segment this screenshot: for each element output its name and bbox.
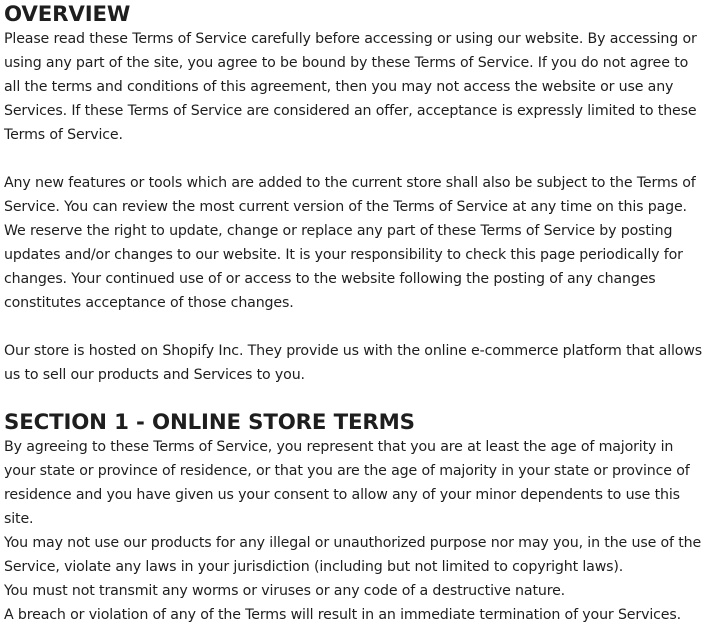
section-1-paragraph: You may not use our products for any illegal or unauthorized purpose nor may you, in the use of the Service, violate any laws in your jurisdiction (including but not limited to copyright laws). xyxy=(4,535,702,575)
paragraph-spacer xyxy=(4,315,702,339)
paragraph-spacer xyxy=(4,147,702,171)
section-1-paragraph: By agreeing to these Terms of Service, you represent that you are at least the age of majority in your state or province of residence, or that you are the age of majority in your state or province of residence and you have given us your consent to allow any of your minor dependents to use this site. xyxy=(4,439,690,527)
overview-paragraph: Our store is hosted on Shopify Inc. They provide us with the online e-commerce platform that allows us to sell our products and Services to you. xyxy=(4,343,703,383)
section-1-paragraph: A breach or violation of any of the Terms will result in an immediate termination of your Services. xyxy=(4,607,681,623)
paragraph-spacer xyxy=(4,387,702,411)
overview-heading: OVERVIEW xyxy=(4,2,131,27)
overview-paragraph: Any new features or tools which are added to the current store shall also be subject to the Terms of Service. You can review the most current version of the Terms of Service at any time on this page. We reserve the right to update, change or replace any part of these Terms of Service by posting updates and/or changes to our website. It is your responsibility to check this page periodically for changes. Your continued use of or access to the website following the posting of any changes constitutes acceptance of those changes. xyxy=(4,175,696,311)
section-1-heading: SECTION 1 - ONLINE STORE TERMS xyxy=(4,410,415,435)
overview-paragraph: Please read these Terms of Service carefully before accessing or using our website. By accessing or using any part of the site, you agree to be bound by these Terms of Service. If you do not agree to all the terms and conditions of this agreement, then you may not access the website or use any Services. If these Terms of Service are considered an offer, acceptance is expressly limited to these Terms of Service. xyxy=(4,31,697,143)
section-1-paragraph: You must not transmit any worms or viruses or any code of a destructive nature. xyxy=(4,583,566,599)
